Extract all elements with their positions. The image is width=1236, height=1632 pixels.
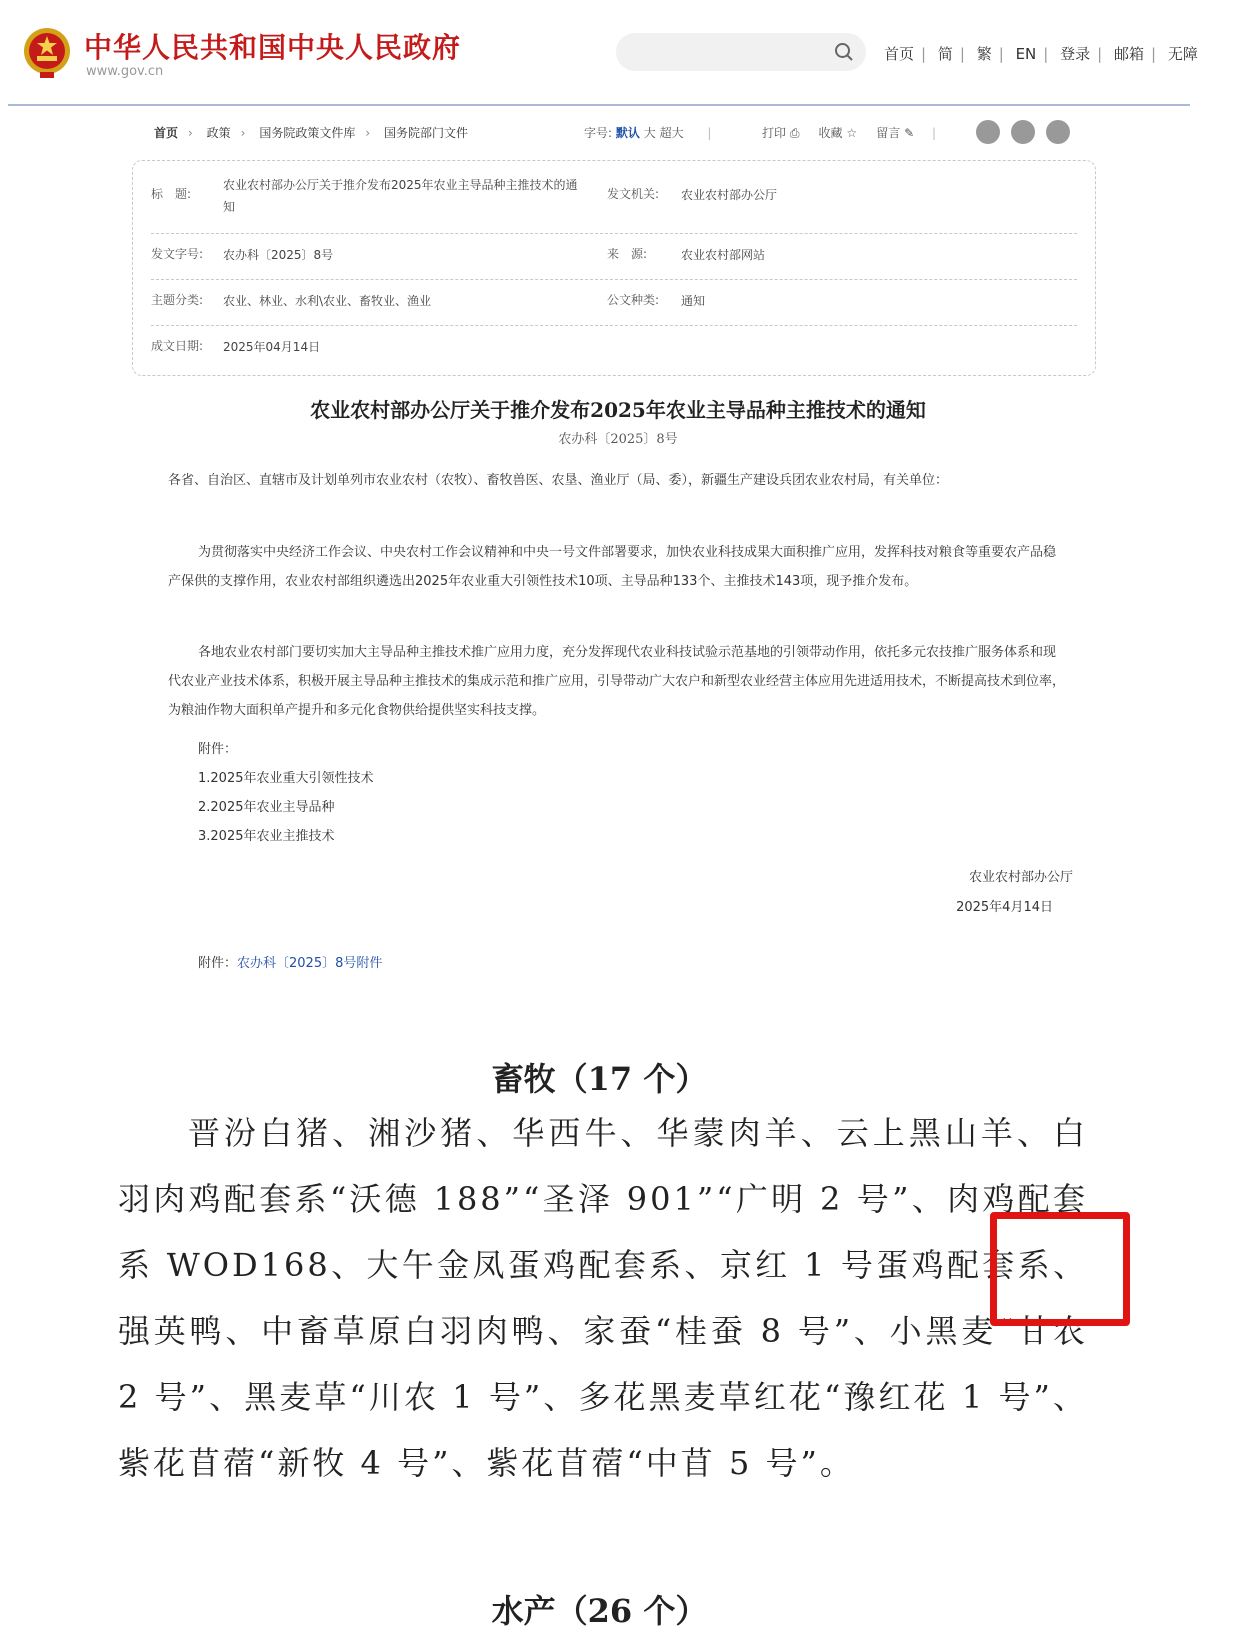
attachments-label: 附件： (198, 742, 238, 757)
meta-date-label: 成文日期: (151, 339, 204, 353)
meta-row-date (151, 325, 1077, 371)
font-size-tools (584, 124, 711, 141)
star-icon: ☆ (846, 126, 858, 140)
breadcrumb-policy[interactable]: 政策 (206, 126, 231, 140)
salutation-paragraph: 各省、自治区、直辖市及计划单列市农业农村（农牧）、畜牧兽医、农垦、渔业厅（局、委），新疆生产建设兵团农业农村局，有关单位： (168, 473, 949, 488)
nav-separator: | (921, 45, 927, 63)
site-url: www.gov.cn (86, 64, 164, 79)
header-divider (8, 104, 1190, 106)
meta-row-docno (151, 233, 1077, 280)
breadcrumb-department-docs[interactable]: 国务院部门文件 (383, 126, 468, 140)
nav-accessibility[interactable]: 无障 (1167, 45, 1198, 63)
meta-date-value: 2025年04月14日 (223, 340, 321, 354)
meta-issuer-value: 农业农村部办公厅 (681, 188, 778, 202)
tool-separator: | (931, 126, 936, 140)
favorite-button[interactable] (819, 126, 858, 140)
comment-button[interactable] (876, 126, 914, 140)
attachment-download-link[interactable]: 农办科〔2025〕8号附件 (237, 956, 383, 971)
breadcrumb-policy-library[interactable]: 国务院政策文件库 (259, 126, 356, 140)
highlight-box (990, 1212, 1130, 1326)
qzone-share-icon[interactable] (1046, 120, 1070, 144)
font-size-default[interactable]: 默认 (615, 126, 640, 140)
nav-mail[interactable]: 邮箱 (1113, 45, 1144, 63)
chevron-right-icon: › (188, 126, 193, 140)
search-icon[interactable] (834, 42, 854, 62)
page-tools (762, 124, 936, 141)
livestock-varieties-text: 晋汾白猪、湘沙猪、华西牛、华蒙肉羊、云上黑山羊、白羽肉鸡配套系“沃德 188”“圣泽 901”“广明 2 号”、肉鸡配套系 WOD168、大午金凤蛋鸡配套系、京红 1 号蛋鸡配套系、强英鸭、中畜草原白羽肉鸭、家蚕“桂蚕 8 号”、小黑麦“甘农 2 号”、黑麦草“川农 1 号”、多花黑麦草红花“豫红花 1 号”、紫花苜蓿“新牧 4 号”、紫花苜蓿“中苜 5 号”。 (118, 1114, 1088, 1482)
document-number: 农办科〔2025〕8号 (558, 432, 678, 447)
weibo-share-icon[interactable] (976, 120, 1000, 144)
livestock-heading: 畜牧（17 个） (491, 1060, 708, 1098)
comment-label: 留言 (876, 126, 901, 140)
meta-category-label: 主题分类: (151, 293, 204, 307)
nav-separator: | (1097, 45, 1103, 63)
meta-category-value: 农业、林业、水利\农业、畜牧业、渔业 (223, 294, 432, 308)
printer-icon: ⎙ (789, 126, 800, 140)
meta-source-label: 来 源: (607, 247, 648, 261)
body-paragraph-2: 各地农业农村部门要切实加大主导品种主推技术推广应用力度，充分发挥现代农业科技试验示范基地的引领带动作用，依托多元农技推广服务体系和现代农业产业技术体系，积极开展主导品种主推技术的集成示范和推广应用，引导带动广大农户和新型农业经营主体应用先进适用技术，不断提高技术到位率，为粮油作物大面积单产提升和多元化食物供给提供坚实科技支撑。 (168, 645, 1066, 718)
nav-english[interactable]: EN (1015, 45, 1037, 63)
meta-docno-value: 农办科〔2025〕8号 (223, 248, 334, 262)
meta-title-label: 标 题: (151, 187, 192, 201)
nav-login[interactable]: 登录 (1060, 45, 1091, 63)
meta-issuer-label: 发文机关: (607, 187, 660, 201)
signer: 农业农村部办公厅 (968, 870, 1073, 885)
meta-source-value: 农业农村部网站 (681, 248, 766, 262)
print-label: 打印 (762, 126, 787, 140)
nav-separator: | (1043, 45, 1049, 63)
wechat-share-icon[interactable] (1011, 120, 1035, 144)
meta-row-title (151, 171, 1077, 234)
nav-separator: | (959, 45, 965, 63)
breadcrumb-home[interactable]: 首页 (154, 126, 179, 140)
font-size-xlarge[interactable]: 超大 (659, 126, 684, 140)
document-meta-box (132, 160, 1096, 376)
meta-title-value-line1: 农业农村部办公厅关于推介发布2025年农业主导品种主推技术的通 (223, 178, 578, 192)
meta-row-category (151, 279, 1077, 326)
attachment-item: 3.2025年农业主推技术 (198, 829, 335, 844)
attachment-link-row (198, 952, 382, 971)
nav-simplified[interactable]: 简 (937, 45, 953, 63)
next-section-heading-cut: 水产（26 个） (491, 1592, 708, 1630)
nav-home[interactable]: 首页 (884, 45, 915, 63)
font-size-label: 字号: (584, 126, 613, 140)
chevron-right-icon: › (365, 126, 371, 140)
national-emblem-icon[interactable] (22, 26, 72, 80)
nav-separator: | (998, 45, 1004, 63)
sign-date: 2025年4月14日 (956, 900, 1053, 915)
meta-title-value-line2: 知 (223, 200, 236, 214)
share-icons (976, 120, 1081, 148)
meta-docno-label: 发文字号: (151, 247, 204, 261)
search-input[interactable] (616, 33, 866, 71)
meta-doctype-label: 公文种类: (607, 293, 660, 307)
tool-separator: | (707, 126, 712, 140)
document-title: 农业农村部办公厅关于推介发布2025年农业主导品种主推技术的通知 (310, 398, 926, 422)
favorite-label: 收藏 (818, 126, 843, 140)
site-header (0, 0, 1199, 108)
font-size-large[interactable]: 大 (643, 126, 656, 140)
attachment-item: 1.2025年农业重大引领性技术 (198, 771, 374, 786)
meta-doctype-value: 通知 (681, 294, 706, 308)
chevron-right-icon: › (240, 126, 246, 140)
top-nav (884, 43, 1198, 64)
attachment-link-label: 附件： (198, 956, 238, 971)
attachment-item: 2.2025年农业主导品种 (198, 800, 335, 815)
nav-separator: | (1151, 45, 1157, 63)
site-name[interactable]: 中华人民共和国中央人民政府 (84, 31, 462, 64)
nav-traditional[interactable]: 繁 (976, 45, 992, 63)
print-button[interactable] (762, 126, 799, 140)
pencil-icon: ✎ (904, 126, 915, 140)
body-paragraph-1: 为贯彻落实中央经济工作会议、中央农村工作会议精神和中央一号文件部署要求，加快农业科技成果大面积推广应用，发挥科技对粮食等重要农产品稳产保供的支撑作用，农业农村部组织遴选出2025年农业重大引领性技术10项、主导品种133个、主推技术143项，现予推介发布。 (168, 545, 1057, 589)
